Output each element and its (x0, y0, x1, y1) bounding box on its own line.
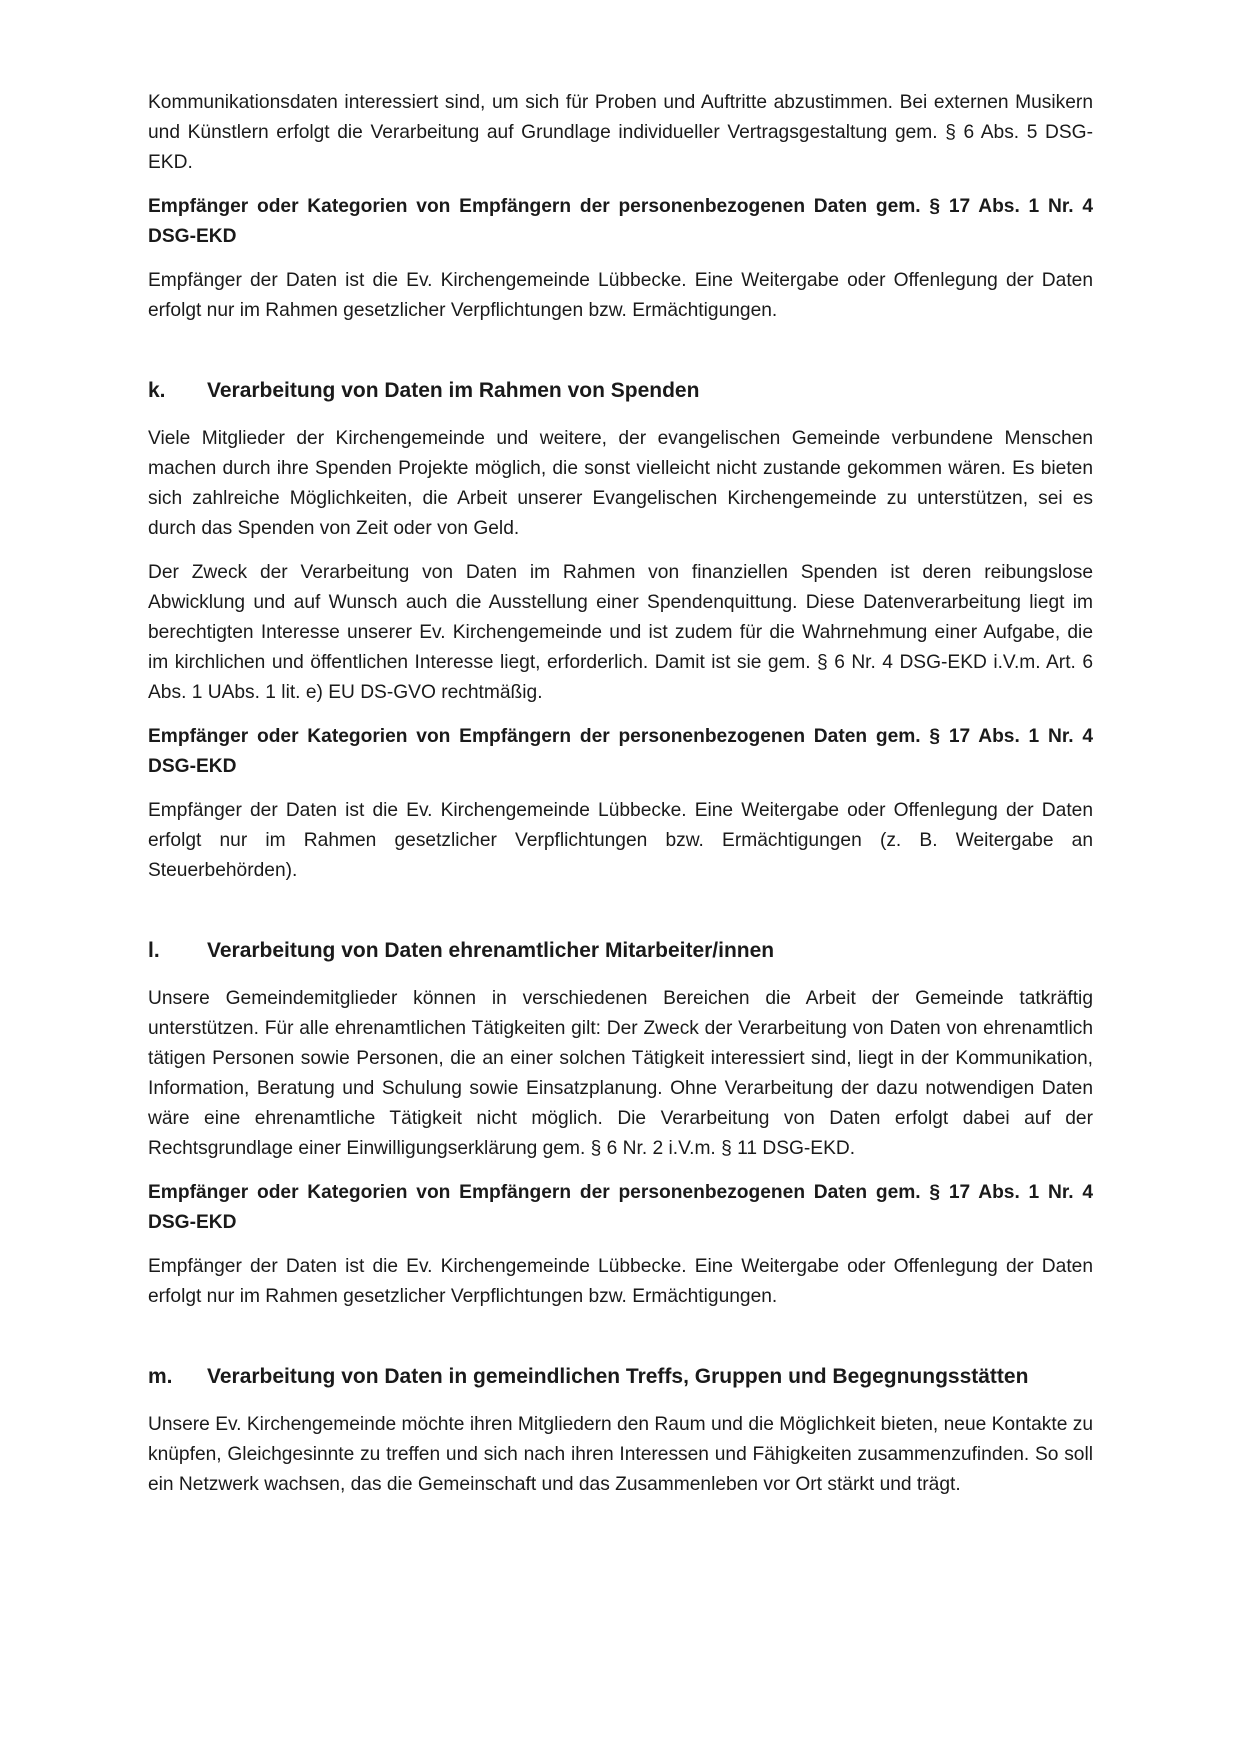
section-l (148, 936, 1093, 1312)
section-paragraph: Der Zweck der Verarbeitung von Daten im Rahmen von finanziellen Spenden ist deren reibungslose Abwicklung und auf Wunsch auch die Ausstellung einer Spendenquittung. Diese Datenverarbeitung liegt im berechtigten Interesse unserer Ev. Kirchengemeinde und ist zudem für die Wahrnehmung einer Aufgabe, die im kirchlichen und öffentlichen Interesse liegt, erforderlich. Damit ist sie gem. § 6 Nr. 4 DSG-EKD i.V.m. Art. 6 Abs. 1 UAbs. 1 lit. e) EU DS-GVO rechtmäßig. (148, 562, 1093, 703)
section-letter: k. (148, 379, 166, 402)
document-page (148, 88, 1093, 1500)
section-title: Verarbeitung von Daten in gemeindlichen Treffs, Gruppen und Begegnungsstätten (207, 1365, 1029, 1388)
section-title: Verarbeitung von Daten im Rahmen von Spenden (207, 379, 700, 402)
intro-paragraph: Kommunikationsdaten interessiert sind, um sich für Proben und Auftritte abzustimmen. Bei externen Musikern und Künstlern erfolgt die Verarbeitung auf Grundlage individueller Vertragsgestaltung gem. § 6 Abs. 5 DSG-EKD. (148, 92, 1093, 173)
section-k (148, 376, 1093, 886)
section-paragraph: Viele Mitglieder der Kirchengemeinde und weitere, der evangelischen Gemeinde verbundene Menschen machen durch ihre Spenden Projekte möglich, die sonst vielleicht nicht zustande gekommen wären. Es bieten sich zahlreiche Möglichkeiten, die Arbeit unserer Evangelischen Kirchengemeinde zu unterstützen, sei es durch das Spenden von Zeit oder von Geld. (148, 428, 1093, 539)
section-paragraph: Unsere Ev. Kirchengemeinde möchte ihren Mitgliedern den Raum und die Möglichkeit bieten, neue Kontakte zu knüpfen, Gleichgesinnte zu treffen und sich nach ihren Interessen und Fähigkeiten zusammenzufinden. So soll ein Netzwerk wachsen, das die Gemeinschaft und das Zusammenleben vor Ort stärkt und trägt. (148, 1414, 1093, 1495)
recipients-text: Empfänger der Daten ist die Ev. Kirchengemeinde Lübbecke. Eine Weitergabe oder Offenlegung der Daten erfolgt nur im Rahmen gesetzlicher Verpflichtungen bzw. Ermächtigungen (z. B. Weitergabe an Steuerbehörden). (148, 800, 1093, 881)
section-title: Verarbeitung von Daten ehrenamtlicher Mitarbeiter/innen (207, 939, 775, 962)
recipients-heading: Empfänger oder Kategorien von Empfängern der personenbezogenen Daten gem. § 17 Abs. 1 Nr. 4 DSG-EKD (148, 196, 1093, 247)
section-paragraph: Unsere Gemeindemitglieder können in verschiedenen Bereichen die Arbeit der Gemeinde tatkräftig unterstützen. Für alle ehrenamtlichen Tätigkeiten gilt: Der Zweck der Verarbeitung von Daten von ehrenamtlich tätigen Personen sowie Personen, die an einer solchen Tätigkeit interessiert sind, liegt in der Kommunikation, Information, Beratung und Schulung sowie Einsatzplanung. Ohne Verarbeitung der dazu notwendigen Daten wäre eine ehrenamtliche Tätigkeit nicht möglich. Die Verarbeitung von Daten erfolgt dabei auf der Rechtsgrundlage einer Einwilligungserklärung gem. § 6 Nr. 2 i.V.m. § 11 DSG-EKD. (148, 988, 1093, 1159)
section-letter: m. (148, 1365, 173, 1388)
section-heading (148, 376, 1093, 406)
section-letter: l. (148, 939, 160, 962)
section-m (148, 1362, 1093, 1500)
section-heading (148, 1362, 1093, 1392)
recipients-text: Empfänger der Daten ist die Ev. Kirchengemeinde Lübbecke. Eine Weitergabe oder Offenlegung der Daten erfolgt nur im Rahmen gesetzlicher Verpflichtungen bzw. Ermächtigungen. (148, 1256, 1093, 1307)
recipients-heading: Empfänger oder Kategorien von Empfängern der personenbezogenen Daten gem. § 17 Abs. 1 Nr. 4 DSG-EKD (148, 1182, 1093, 1233)
recipients-heading: Empfänger oder Kategorien von Empfängern der personenbezogenen Daten gem. § 17 Abs. 1 Nr. 4 DSG-EKD (148, 726, 1093, 777)
recipients-text: Empfänger der Daten ist die Ev. Kirchengemeinde Lübbecke. Eine Weitergabe oder Offenlegung der Daten erfolgt nur im Rahmen gesetzlicher Verpflichtungen bzw. Ermächtigungen. (148, 270, 1093, 321)
section-heading (148, 936, 1093, 966)
